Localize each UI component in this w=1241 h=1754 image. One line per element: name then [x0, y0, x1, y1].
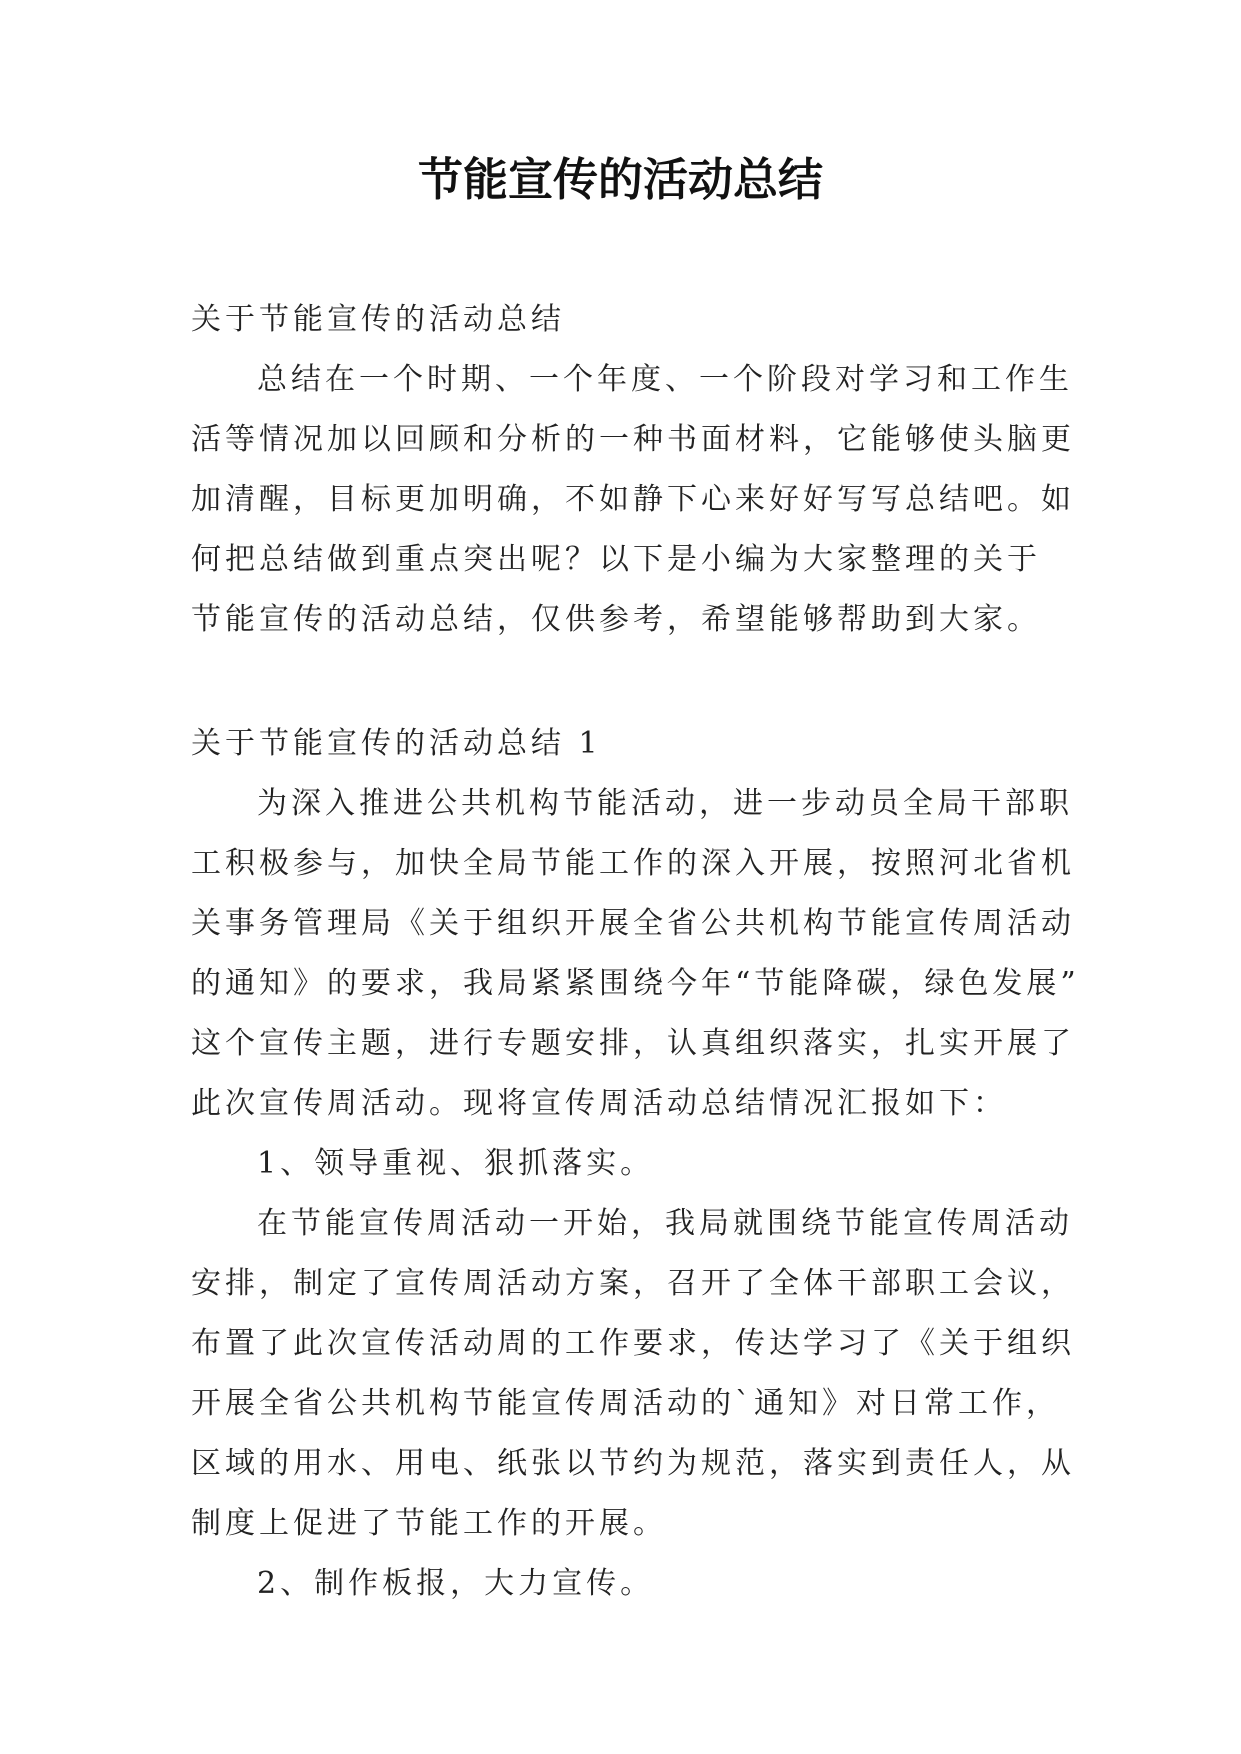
paragraph-line: 区域的用水、用电、纸张以节约为规范，落实到责任人，从: [191, 1446, 1075, 1481]
subheading: 关于节能宣传的活动总结: [191, 302, 565, 337]
paragraph-line: 在节能宣传周活动一开始，我局就围绕节能宣传周活动: [257, 1206, 1073, 1241]
paragraph-line: 何把总结做到重点突出呢？以下是小编为大家整理的关于: [191, 542, 1041, 577]
list-point: 1、领导重视、狠抓落实。: [257, 1146, 655, 1181]
paragraph-line: 关事务管理局《关于组织开展全省公共机构节能宣传周活动: [191, 906, 1075, 941]
paragraph-line: 工积极参与，加快全局节能工作的深入开展，按照河北省机: [191, 846, 1075, 881]
paragraph-line: 活等情况加以回顾和分析的一种书面材料，它能够使头脑更: [191, 422, 1075, 457]
paragraph-line: 为深入推进公共机构节能活动，进一步动员全局干部职: [257, 786, 1073, 821]
paragraph-line: 此次宣传周活动。现将宣传周活动总结情况汇报如下：: [191, 1086, 1007, 1121]
paragraph-line: 布置了此次宣传活动周的工作要求，传达学习了《关于组织: [191, 1326, 1075, 1361]
list-point: 2、制作板报，大力宣传。: [257, 1566, 655, 1601]
paragraph-line: 节能宣传的活动总结，仅供参考，希望能够帮助到大家。: [191, 602, 1041, 637]
paragraph-line: 总结在一个时期、一个年度、一个阶段对学习和工作生: [257, 362, 1073, 397]
paragraph-line: 加清醒，目标更加明确，不如静下心来好好写写总结吧。如: [191, 482, 1075, 517]
paragraph-line: 这个宣传主题，进行专题安排，认真组织落实，扎实开展了: [191, 1026, 1075, 1061]
document-title: 节能宣传的活动总结: [417, 153, 823, 206]
paragraph-line: 安排，制定了宣传周活动方案，召开了全体干部职工会议，: [191, 1266, 1075, 1301]
section-gap: [191, 650, 1051, 714]
paragraph-line: 制度上促进了节能工作的开展。: [191, 1506, 667, 1541]
paragraph-line: 开展全省公共机构节能宣传周活动的`通知》对日常工作，: [191, 1386, 1060, 1421]
subheading: 关于节能宣传的活动总结 1: [191, 726, 602, 761]
document-body: [191, 290, 1080, 1614]
paragraph-line: 的通知》的要求，我局紧紧围绕今年“节能降碳，绿色发展”: [191, 966, 1080, 1001]
